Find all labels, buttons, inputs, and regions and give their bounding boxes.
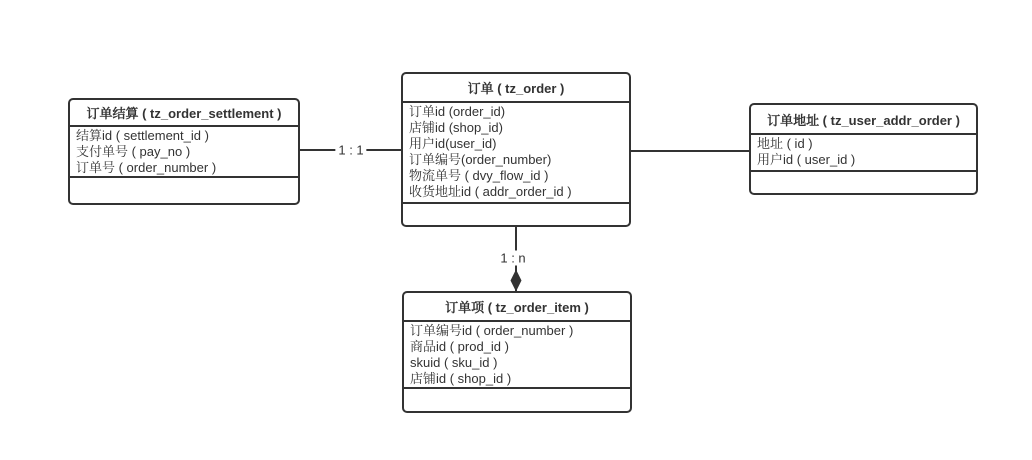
entity-field: skuid ( sku_id ) bbox=[410, 355, 498, 370]
entity-order[interactable] bbox=[401, 72, 631, 227]
entity-field: 订单号 ( order_number ) bbox=[76, 160, 217, 175]
entity-field: 支付单号 ( pay_no ) bbox=[76, 144, 191, 159]
relation-label-one-to-one: 1 : 1 bbox=[335, 143, 366, 158]
relation-line-order-addr bbox=[631, 150, 749, 152]
entity-field: 地址 ( id ) bbox=[757, 136, 813, 151]
entity-footer bbox=[70, 178, 298, 203]
entity-order-settlement-title: 订单结算 ( tz_order_settlement ) bbox=[70, 100, 298, 127]
entity-user-addr-order-title: 订单地址 ( tz_user_addr_order ) bbox=[751, 105, 976, 135]
entity-order-item-title: 订单项 ( tz_order_item ) bbox=[404, 293, 630, 322]
entity-order-item[interactable] bbox=[402, 291, 632, 413]
entity-field: 结算id ( settlement_id ) bbox=[76, 128, 209, 143]
entity-order-title: 订单 ( tz_order ) bbox=[403, 74, 629, 103]
entity-field: 店铺id (shop_id) bbox=[409, 120, 503, 135]
entity-field: 用户id(user_id) bbox=[409, 136, 497, 151]
relation-label-one-to-n: 1 : n bbox=[497, 251, 528, 266]
entity-user-addr-order-fields bbox=[751, 135, 976, 172]
entity-order-fields bbox=[403, 103, 629, 204]
entity-field: 收货地址id ( addr_order_id ) bbox=[409, 184, 572, 199]
entity-footer bbox=[403, 204, 629, 225]
entity-field: 物流单号 ( dvy_flow_id ) bbox=[409, 168, 549, 183]
entity-footer bbox=[751, 172, 976, 193]
entity-field: 订单id (order_id) bbox=[409, 104, 506, 119]
entity-order-settlement[interactable] bbox=[68, 98, 300, 205]
entity-user-addr-order[interactable] bbox=[749, 103, 978, 195]
entity-field: 用户id ( user_id ) bbox=[757, 152, 856, 167]
diamond-arrow-icon bbox=[509, 269, 523, 292]
entity-field: 订单编号(order_number) bbox=[409, 152, 552, 167]
entity-field: 订单编号id ( order_number ) bbox=[410, 323, 574, 338]
entity-field: 商品id ( prod_id ) bbox=[410, 339, 509, 354]
entity-order-settlement-fields bbox=[70, 127, 298, 178]
entity-footer bbox=[404, 389, 630, 411]
entity-order-item-fields bbox=[404, 322, 630, 389]
entity-field: 店铺id ( shop_id ) bbox=[410, 371, 512, 386]
